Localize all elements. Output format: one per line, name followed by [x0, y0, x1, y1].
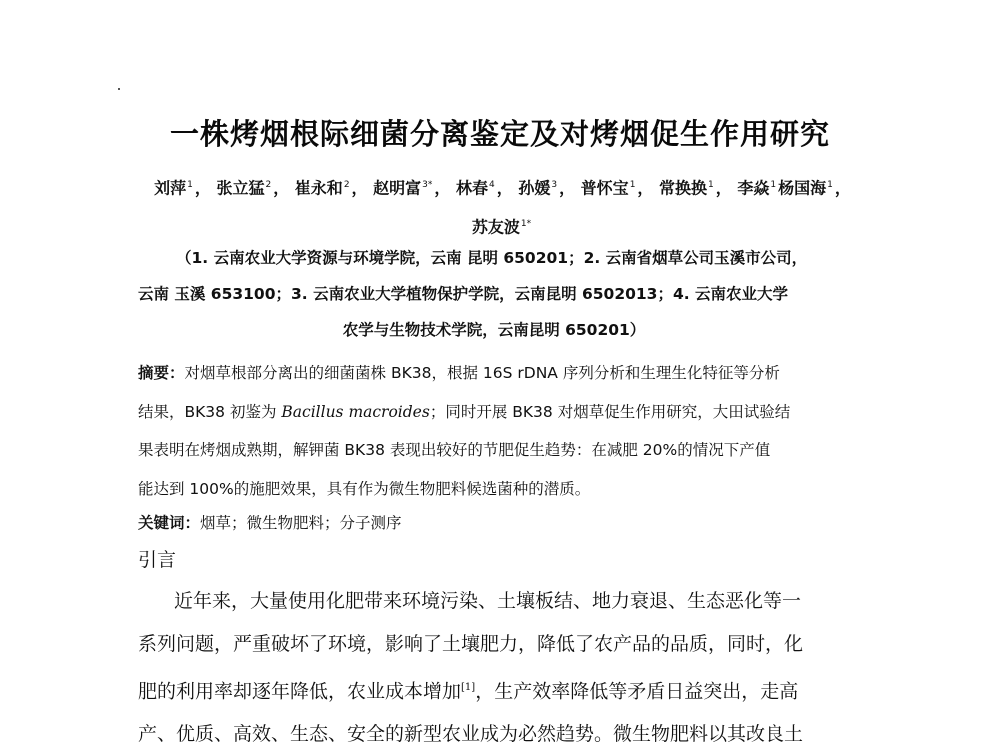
author-affiliation-mark: 1	[629, 180, 636, 190]
abstract-line	[138, 354, 850, 393]
keywords-label: 关键词：	[138, 514, 201, 532]
author-affiliation-mark: 1	[708, 180, 714, 190]
author-affiliation-mark: 1	[770, 180, 777, 190]
affiliation-line: 农学与生物技术学院，云南昆明 650201）	[342, 321, 646, 339]
author-name: 张立猛	[216, 178, 265, 198]
body-text: 肥的利用率却逐年降低，农业成本增加	[138, 680, 462, 703]
intro-body	[138, 580, 850, 756]
author-affiliation-mark: 1*	[520, 219, 532, 230]
author-separator: ，	[194, 178, 211, 198]
author-affiliation-mark: 3*	[422, 180, 433, 190]
body-line: 产、优质、高效、生态、安全的新型农业成为必然趋势。微生物肥料以其改良土	[138, 723, 804, 746]
abstract-line	[138, 393, 850, 432]
section-heading-intro: 引言	[138, 549, 177, 571]
keywords	[138, 508, 850, 538]
author-affiliation-mark: 1	[187, 180, 193, 190]
author-affiliation-mark: 1	[827, 180, 833, 190]
author-name: 刘萍	[154, 178, 187, 198]
author-name: 林春	[455, 178, 488, 198]
author-separator: ，	[434, 178, 451, 198]
keywords-text: 烟草；微生物肥料；分子测序	[200, 514, 402, 532]
abstract-text: ；同时开展 BK38 对烟草促生作用研究，大田试验结	[429, 402, 791, 421]
body-line: 近年来，大量使用化肥带来环境污染、土壤板结、地力衰退、生态恶化等一	[174, 590, 802, 612]
body-line	[138, 666, 850, 713]
author-affiliation-mark: 2	[343, 180, 350, 190]
author-affiliation-mark: 4	[489, 180, 495, 190]
abstract-text: 对烟草根部分离出的细菌菌株 BK38，根据 16S rDNA 序列分析和生理生化特征等分析	[184, 364, 780, 382]
author-affiliation-mark: 3	[551, 180, 558, 190]
body-line: 系列问题，严重破坏了环境，影响了土壤肥力，降低了农产品的品质，同时，化	[138, 633, 804, 655]
species-name: Bacillus macroides	[281, 402, 430, 421]
affiliations	[138, 240, 850, 348]
author-name: 崔永和	[294, 178, 343, 198]
author-name: 苏友波	[471, 217, 520, 237]
author-name: 普怀宝	[580, 178, 629, 198]
author-separator: ，	[496, 178, 513, 198]
affiliation-line: （1. 云南农业大学资源与环境学院，云南 昆明 650201；2. 云南省烟草公司玉溪市公司，	[176, 249, 808, 267]
abstract-line: 能达到 100%的施肥效果，具有作为微生物肥料候选菌种的潜质。	[138, 479, 591, 498]
abstract-label: 摘要：	[138, 364, 185, 382]
abstract-line: 果表明在烤烟成熟期，解钾菌 BK38 表现出较好的节肥促生趋势：在减肥 20%的情况下产值	[138, 441, 771, 459]
author-separator: ，	[273, 178, 290, 198]
abstract	[138, 354, 850, 508]
scan-speck	[118, 88, 120, 90]
author-separator: ，	[559, 178, 576, 198]
author-separator: ，	[351, 178, 368, 198]
author-separator: ，	[834, 178, 851, 198]
author-separator: ，	[715, 178, 732, 198]
citation-ref: [1]	[461, 682, 476, 693]
author-affiliation-mark: 2	[265, 180, 272, 190]
author-name: 赵明富	[373, 178, 422, 198]
author-name: 李焱	[737, 178, 770, 198]
paper-title: 一株烤烟根际细菌分离鉴定及对烤烟促生作用研究	[169, 117, 830, 151]
abstract-text: 结果，BK38 初鉴为	[138, 402, 282, 421]
author-separator: ，	[637, 178, 654, 198]
author-name: 杨国海	[778, 178, 827, 198]
author-name: 孙媛	[518, 178, 551, 198]
author-list	[150, 167, 855, 246]
affiliation-line: 云南 玉溪 653100；3. 云南农业大学植物保护学院，云南昆明 6502013；4. 云南农业大学	[138, 285, 789, 303]
author-name: 常换换	[659, 178, 708, 198]
body-text: ，生产效率降低等矛盾日益突出，走高	[475, 680, 799, 703]
